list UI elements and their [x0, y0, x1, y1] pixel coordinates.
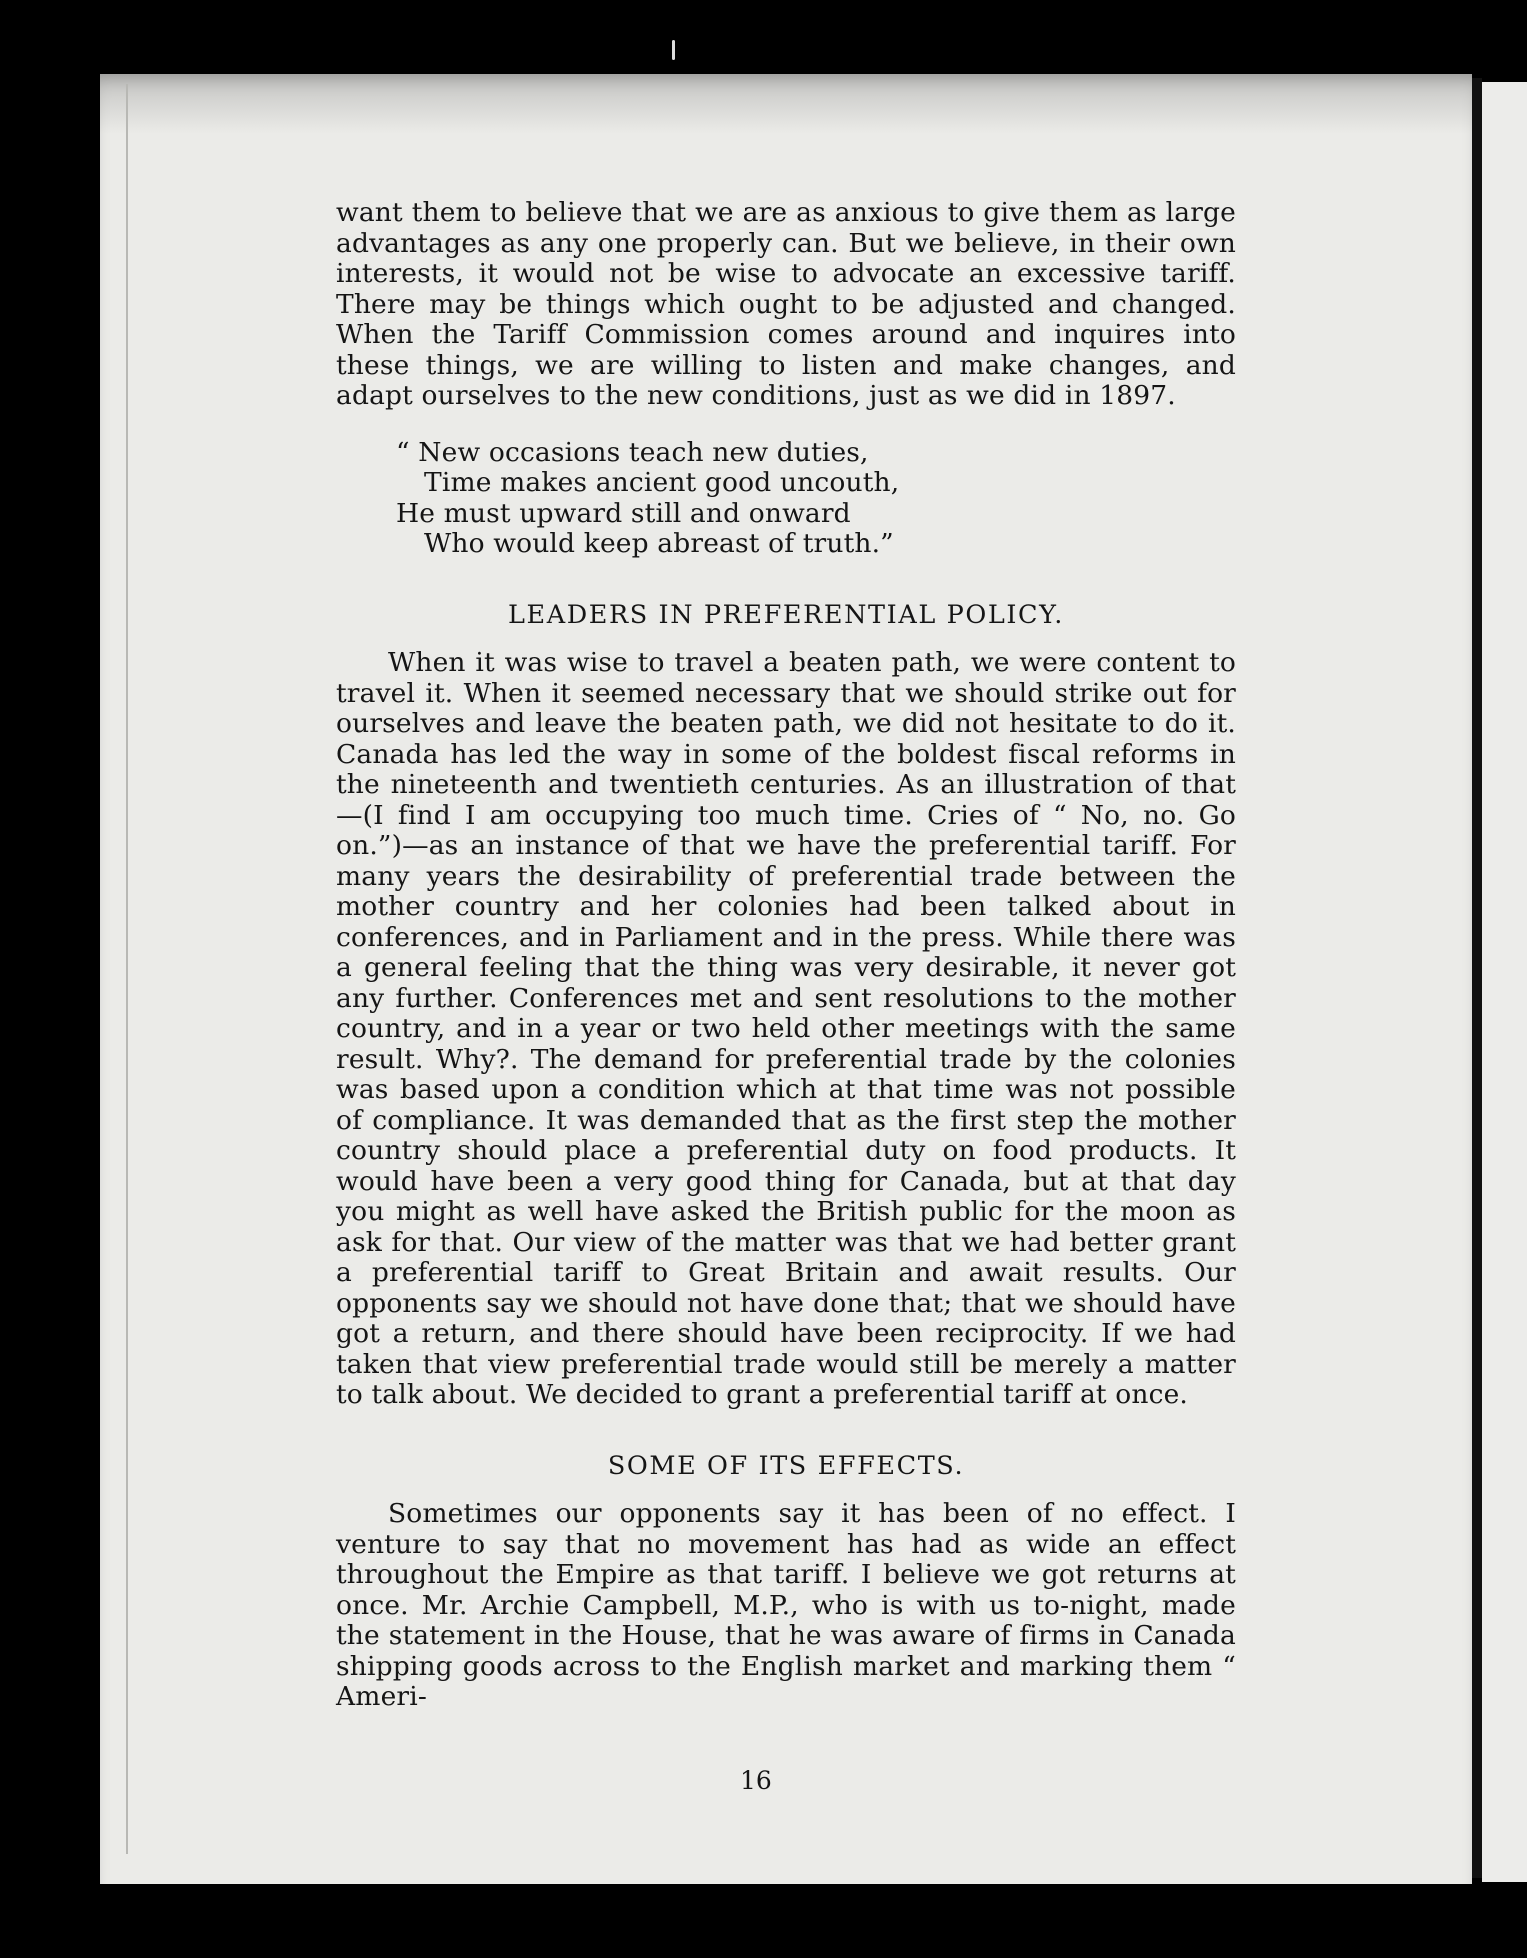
next-page-strip [1482, 82, 1527, 1882]
leaders-paragraph: When it was wise to travel a beaten path, we were content to travel it. When it seemed necessary that we should strike out for ourselves and leave the beaten path, we did not hesitate to do it. Canada has led the way in some of the boldest fiscal reforms in the nineteenth and twentieth centuries. As an illustration of that—(I find I am occupying too much time. Cries of “ No, no. Go on.”)—as an instance of that we have the preferential tariff. For many years the desirability of preferential trade between the mother country and her colonies had been talked about in conferences, and in Parliament and in the press. While there was a general feeling that the thing was very desirable, it never got any further. Conferences met and sent resolutions to the mother country, and in a year or two held other meetings with the same result. Why?. The demand for preferential trade by the colonies was based upon a condition which at that time was not possible of compliance. It was demanded that as the first step the mother country should place a preferential duty on food products. It would have been a very good thing for Canada, but at that day you might as well have asked the British public for the moon as ask for that. Our view of the matter was that we had better grant a preferential tariff to Great Britain and await results. Our opponents say we should not have done that; that we should have got a return, and there should have been reciprocity. If we had taken that view preferential trade would still be merely a matter to talk about. We decided to grant a preferential tariff at once. [336, 647, 1236, 1410]
section-heading-leaders: LEADERS IN PREFERENTIAL POLICY. [507, 599, 1065, 630]
page-number: 16 [740, 1766, 772, 1795]
effects-paragraph: Sometimes our opponents say it has been of no effect. I venture to say that no movement has had as wide an effect throughout the Empire as that tariff. I believe we got returns at once. Mr. Archie Campbell, M.P., who is with us to-night, made the statement in the House, that he was aware of firms in Canada shipping goods across to the English market and marking them “ Ameri- [336, 1498, 1236, 1712]
poem-line-1: “ New occasions teach new duties, [396, 436, 869, 468]
binding-mark [672, 40, 675, 60]
scan-shadow [100, 74, 1472, 134]
page-left-rule [126, 84, 128, 1854]
intro-paragraph: want them to believe that we are as anxious to give them as large advantages as any one properly can. But we believe, in their own interests, it would not be wise to advocate an excessive tariff. There may be things which ought to be adjusted and changed. When the Tariff Commission comes around and inquires into these things, we are willing to listen and make changes, and adapt ourselves to the new conditions, just as we did in 1897. [336, 197, 1236, 411]
page-text [336, 198, 1236, 1713]
poem-line-2: Time makes ancient good uncouth, [424, 467, 900, 498]
poem-line-3: He must upward still and onward [396, 497, 851, 529]
page-gutter-edge [1472, 78, 1482, 1878]
poem-line-4: Who would keep abreast of truth.” [424, 528, 894, 559]
section-heading-effects: SOME OF ITS EFFECTS. [607, 1450, 965, 1481]
poem-quote [396, 438, 1236, 560]
